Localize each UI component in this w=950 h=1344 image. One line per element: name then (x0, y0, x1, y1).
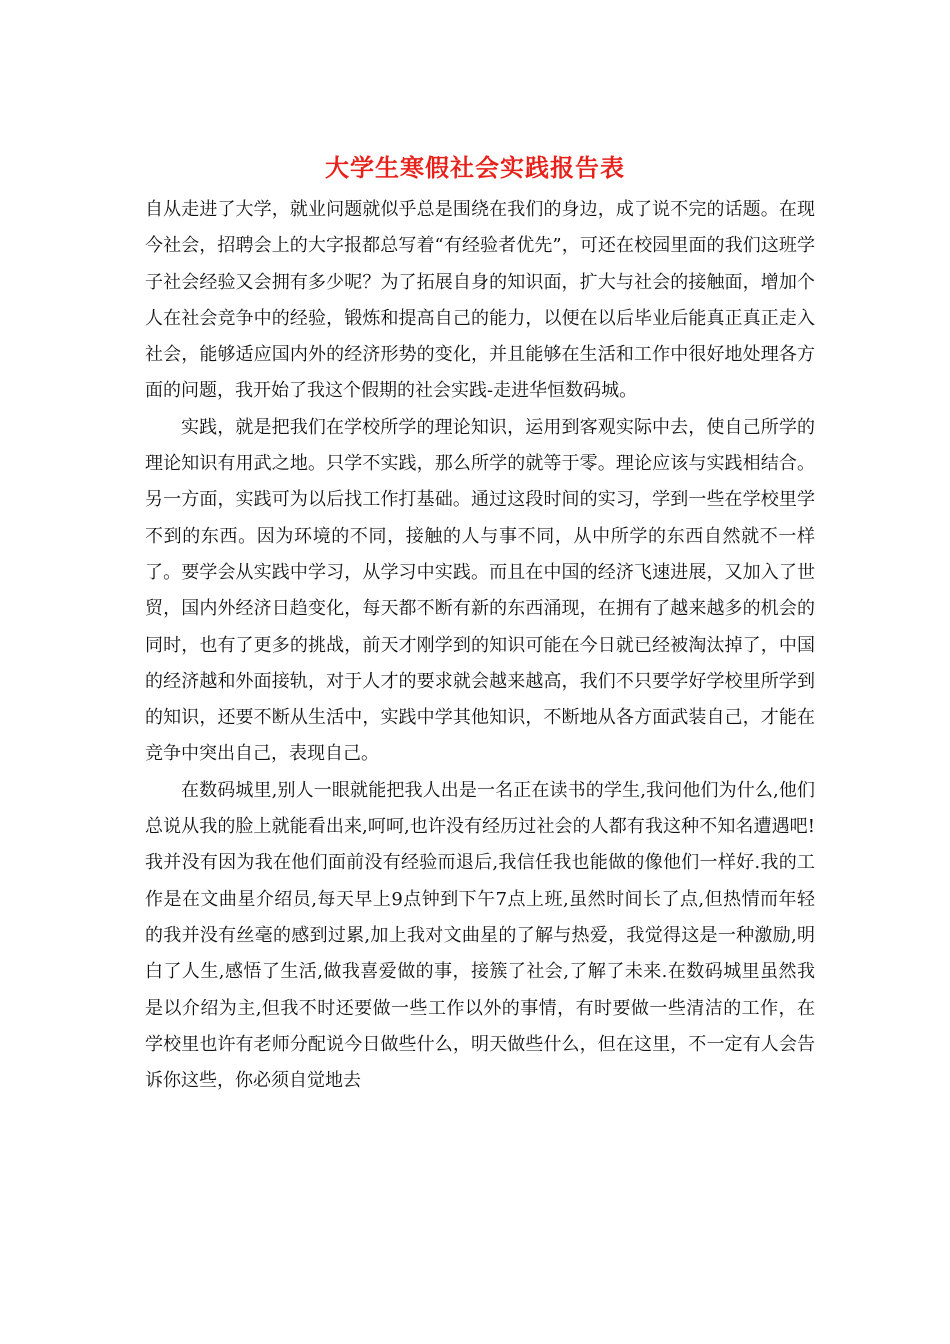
document-body (145, 192, 815, 1099)
paragraph-practice: 实践，就是把我们在学校所学的理论知识，运用到客观实际中去，使自己所学的理论知识有用武之地。只学不实践，那么所学的就等于零。理论应该与实践相结合。另一方面，实践可为以后找工作打基础。通过这段时间的实习，学到一些在学校里学不到的东西。因为环境的不同，接触的人与事不同，从中所学的东西自然就不一样了。要学会从实践中学习，从学习中实践。而且在中国的经济飞速进展，又加入了世贸，国内外经济日趋变化，每天都不断有新的东西涌现，在拥有了越来越多的机会的同时，也有了更多的挑战，前天才刚学到的知识可能在今日就已经被淘汰掉了，中国的经济越和外面接轨，对于人才的要求就会越来越高，我们不只要学好学校里所学到的知识，还要不断从生活中，实践中学其他知识，不断地从各方面武装自己，才能在竞争中突出自己，表现自己。 (145, 416, 815, 765)
paragraph-digital-city: 在数码城里,别人一眼就能把我人出是一名正在读书的学生,我问他们为什么,他们总说从我的脸上就能看出来,呵呵,也许没有经历过社会的人都有我这种不知名遭遇吧!我并没有因为我在他们面前没有经验而退后,我信任我也能做的像他们一样好.我的工作是在文曲星介绍员,每天早上9点钟到下午7点上班,虽然时间长了点,但热情而年轻的我并没有丝毫的感到过累,加上我对文曲星的了解与热爱，我觉得这是一种激励,明白了人生,感悟了生活,做我喜爱做的事，接簇了社会,了解了未来.在数码城里虽然我是以介绍为主,但我不时还要做一些工作以外的事情，有时要做一些清洁的工作，在学校里也许有老师分配说今日做些什么，明天做些什么，但在这里，不一定有人会告诉你这些，你必须自觉地去 (145, 779, 815, 1092)
document-title: 大学生寒假社会实践报告表 (325, 153, 625, 182)
paragraph-intro: 自从走进了大学，就业问题就似乎总是围绕在我们的身边，成了说不完的话题。在现今社会，招聘会上的大字报都总写着“有经验者优先”，可还在校园里面的我们这班学子社会经验又会拥有多少呢？为了拓展自身的知识面，扩大与社会的接触面，增加个人在社会竞争中的经验，锻炼和提高自己的能力，以便在以后毕业后能真正真正走入社会，能够适应国内外的经济形势的变化，并且能够在生活和工作中很好地处理各方面的问题，我开始了我这个假期的社会实践-走进华恒数码城。 (145, 199, 815, 402)
